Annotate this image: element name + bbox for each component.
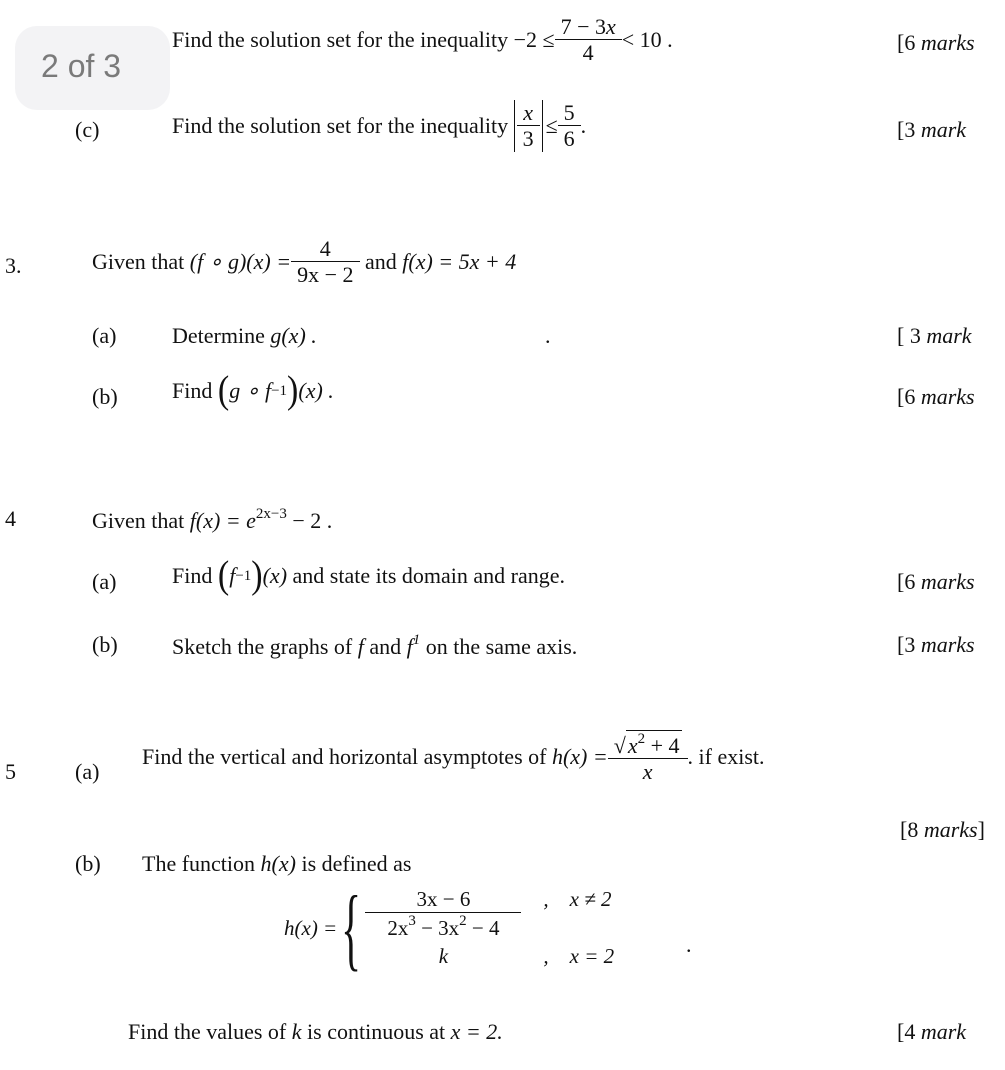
question-label: (b) — [92, 384, 118, 409]
fraction — [368, 887, 518, 939]
superscript: 1 — [412, 632, 421, 648]
paren: ( — [217, 554, 230, 597]
question-label: 5 — [5, 759, 16, 784]
denominator — [365, 912, 521, 940]
math-expression: − 2 . — [292, 508, 333, 533]
numerator: 7 − 3 — [560, 14, 606, 39]
marks-number: [4 — [897, 1019, 921, 1044]
case-1 — [365, 887, 614, 939]
math-expression: f(x) = 5x + 4 — [402, 248, 517, 274]
marks-number: [ 3 — [897, 323, 927, 348]
fraction — [561, 100, 578, 152]
math-expression: x = 2. — [450, 1019, 503, 1044]
question-2c — [172, 100, 586, 152]
stray-dot: . — [545, 323, 551, 348]
marks-word: marks — [920, 569, 975, 594]
marks — [897, 117, 966, 143]
question-2b — [172, 14, 673, 66]
marks-word: mark — [926, 323, 972, 348]
marks — [897, 569, 975, 595]
cases — [365, 887, 614, 968]
question-text: Find the solution set for the inequality — [172, 112, 509, 138]
math-expression: (x) — [262, 563, 288, 588]
question-3a — [172, 323, 317, 349]
numerator: 4 — [319, 236, 331, 261]
math-lhs: −2 ≤ — [513, 26, 555, 52]
marks-number: [3 — [897, 632, 921, 657]
math-expression: f(x) = e — [189, 508, 256, 533]
question-label: (a) — [92, 323, 117, 348]
brace: { — [341, 877, 362, 979]
question-label: (a) — [75, 759, 100, 784]
question-5b-prompt — [128, 1019, 503, 1045]
question-label: (c) — [75, 117, 100, 142]
fraction — [611, 730, 685, 785]
square-root — [611, 730, 685, 758]
question-text: is continuous at — [301, 1019, 451, 1044]
marks-number: [6 — [897, 384, 921, 409]
exponent: 2 — [637, 731, 646, 747]
variable: x — [605, 14, 616, 39]
term: − 4 — [466, 915, 500, 940]
math-expression: g(x) . — [270, 323, 317, 348]
math-expression: f — [229, 563, 236, 588]
math-expression: (x) . — [298, 378, 334, 403]
question-text: Find the values of — [128, 1019, 292, 1044]
condition: , x = 2 — [543, 943, 615, 968]
question-text: Determine — [172, 323, 265, 348]
question-text: and state its domain and range. — [292, 563, 566, 588]
question-text: and — [363, 634, 407, 659]
math-expression: g ∘ f — [229, 378, 272, 403]
question-5b — [142, 851, 411, 877]
question-text: on the same axis. — [420, 634, 578, 659]
denominator: 3 — [517, 125, 540, 151]
fraction — [558, 14, 619, 66]
marks-word: marks — [920, 632, 975, 657]
case-value: k — [438, 943, 449, 968]
math-expression: (f ∘ g)(x) = — [189, 248, 292, 274]
question-text: The function — [142, 851, 261, 876]
math-expression: f — [357, 634, 364, 659]
denominator: 4 — [555, 39, 622, 65]
marks — [897, 384, 975, 410]
question-3 — [92, 236, 516, 288]
question-label: 4 — [5, 506, 16, 531]
question-text: Given that — [92, 508, 185, 533]
question-text: . if exist. — [687, 744, 765, 770]
math-expression: h(x) — [260, 851, 296, 876]
denominator: 9x − 2 — [291, 261, 359, 287]
superscript: −1 — [271, 382, 288, 399]
question-text: Find the vertical and horizontal asymptotes of — [142, 744, 547, 770]
question-text: Given that — [92, 248, 185, 274]
marks — [897, 632, 975, 658]
question-3b — [172, 369, 334, 412]
term: − 3x — [415, 915, 460, 940]
marks-word: marks — [920, 384, 975, 409]
question-text: is defined as — [295, 851, 412, 876]
paren: ) — [287, 369, 299, 412]
marks-word: mark — [920, 117, 967, 142]
denominator: x — [608, 758, 688, 784]
term: 2x — [387, 915, 409, 940]
question-label: (a) — [92, 569, 117, 594]
math-rhs: < 10 . — [621, 26, 673, 52]
math-expression: + 4 — [645, 733, 680, 758]
marks-word: marks — [923, 817, 978, 842]
period: . — [580, 112, 587, 138]
le-sign: ≤ — [545, 112, 558, 138]
piecewise-function — [284, 877, 615, 979]
question-text: Find the solution set for the inequality — [172, 26, 509, 52]
paren: ( — [217, 369, 230, 412]
exponent: 2x−3 — [255, 506, 287, 522]
question-label: 3. — [5, 253, 22, 278]
question-4a — [172, 554, 566, 597]
superscript: −1 — [235, 567, 252, 584]
stray-dot: . — [686, 932, 692, 957]
condition: , x ≠ 2 — [543, 887, 612, 911]
marks — [900, 817, 985, 843]
question-4 — [92, 506, 332, 534]
marks-number: [6 — [897, 30, 921, 55]
absolute-value — [514, 100, 543, 152]
question-text: Sketch the graphs of — [172, 634, 358, 659]
numerator: 3x − 6 — [416, 887, 471, 912]
page-indicator: 2 of 3 — [15, 26, 170, 110]
question-text: Find — [172, 563, 213, 588]
text: and — [365, 248, 397, 274]
marks-number: [3 — [897, 117, 921, 142]
math-expression: h(x) = — [551, 744, 608, 770]
math-expression: f — [406, 634, 413, 659]
marks-word: marks — [920, 30, 975, 55]
math-expression: h(x) = — [284, 915, 338, 940]
marks-word: mark — [920, 1019, 967, 1044]
question-label: (b) — [75, 851, 101, 876]
question-label: (b) — [92, 632, 118, 657]
numerator: 5 — [563, 100, 575, 125]
variable: x — [627, 733, 638, 758]
fraction — [294, 236, 356, 288]
marks — [897, 323, 972, 349]
numerator: x — [523, 100, 533, 125]
exponent: 2 — [459, 912, 467, 929]
radical-sign: √ — [613, 733, 626, 758]
question-5a — [142, 730, 765, 785]
marks-bracket: ] — [977, 817, 985, 842]
marks — [897, 30, 975, 56]
denominator: 6 — [558, 125, 581, 151]
case-2 — [365, 944, 614, 969]
paren: ) — [251, 554, 263, 597]
marks — [897, 1019, 966, 1045]
question-text: Find — [172, 378, 213, 403]
question-4b — [172, 632, 577, 660]
marks-number: [6 — [897, 569, 921, 594]
variable: k — [291, 1019, 302, 1044]
exponent: 3 — [408, 912, 416, 929]
marks-number: [8 — [900, 817, 924, 842]
